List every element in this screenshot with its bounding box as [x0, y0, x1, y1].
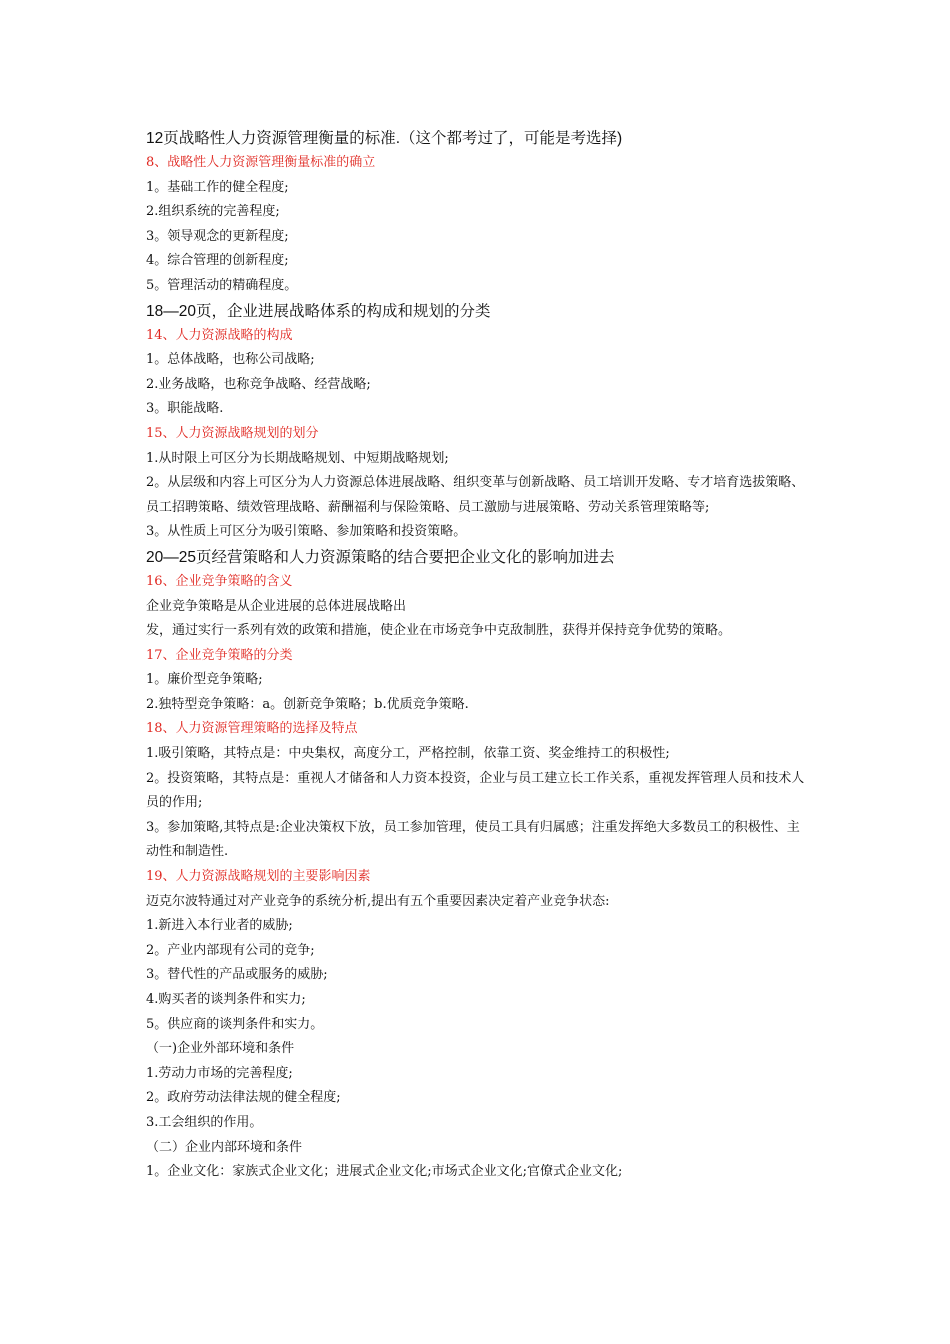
text-line: 5。管理活动的精确程度。 [146, 277, 298, 293]
red-heading: 14、人力资源战略的构成 [146, 327, 293, 343]
text-line: 2。政府劳动法律法规的健全程度; [146, 1090, 341, 1106]
text-line: 1.劳动力市场的完善程度; [146, 1065, 293, 1081]
text-paragraph: 2。投资策略，其特点是：重视人才储备和人力资本投资，企业与员工建立长工作关系，重视发挥管理人员和技术人员的作用; [146, 770, 805, 811]
text-paragraph: 2。从层级和内容上可区分为人力资源总体进展战略、组织变革与创新战略、员工培训开发略、专才培育选拔策略、员工招聘策略、绩效管理战略、薪酬福利与保险策略、员工激励与进展策略、劳动关系管理策略等; [146, 475, 805, 515]
text-line: 2.组织系统的完善程度; [146, 204, 280, 220]
text-line: 3。替代性的产品或服务的威胁; [146, 967, 328, 983]
section-heading: 18—20页，企业进展战略体系的构成和规划的分类 [146, 302, 491, 320]
red-heading: 18、人力资源管理策略的选择及特点 [146, 721, 358, 737]
text-line: 1.吸引策略，其特点是：中央集权，高度分工，严格控制，依靠工资、奖金维持工的积极性; [146, 746, 670, 762]
text-line: 1。廉价型竞争策略; [146, 672, 263, 688]
text-line: （二）企业内部环境和条件 [146, 1139, 303, 1155]
text-line: 发，通过实行一系列有效的政策和措施，使企业在市场竞争中克敌制胜，获得并保持竞争优势的策略。 [146, 623, 732, 639]
text-line: 1。企业文化：家族式企业文化；进展式企业文化;市场式企业文化;官僚式企业文化; [146, 1164, 623, 1180]
text-line: （一)企业外部环境和条件 [146, 1041, 295, 1057]
document-page [146, 126, 811, 1185]
section-heading: 20—25页经营策略和人力资源策略的结合要把企业文化的影响加进去 [146, 548, 615, 566]
text-line: 4。综合管理的创新程度; [146, 253, 289, 269]
text-line: 企业竞争策略是从企业进展的总体进展战略出 [146, 598, 407, 614]
text-line: 1。总体战略，也称公司战略; [146, 352, 315, 368]
section-heading: 12页战略性人力资源管理衡量的标准.（这个都考过了，可能是考选择) [146, 130, 623, 147]
text-line: 3。领导观念的更新程度; [146, 228, 289, 244]
text-line: 4.购买者的谈判条件和实力; [146, 992, 306, 1007]
text-line: 1.从时限上可区分为长期战略规划、中短期战略规划; [146, 450, 449, 466]
text-line: 迈克尔波特通过对产业竞争的系统分析,提出有五个重要因素决定着产业竞争状态: [146, 893, 610, 909]
text-line: 5。供应商的谈判条件和实力。 [146, 1016, 324, 1032]
text-line: 2。产业内部现有公司的竞争; [146, 942, 315, 958]
red-heading: 8、战略性人力资源管理衡量标准的确立 [146, 155, 376, 170]
text-line: 1。基础工作的健全程度; [146, 179, 289, 195]
text-line: 3。从性质上可区分为吸引策略、参加策略和投资策略。 [146, 524, 467, 540]
text-line: 2.业务战略，也称竞争战略、经营战略; [146, 376, 371, 392]
red-heading: 16、企业竞争策略的含义 [146, 573, 293, 589]
text-line: 3.工会组织的作用。 [146, 1114, 263, 1130]
red-heading: 15、人力资源战略规划的划分 [146, 425, 319, 441]
red-heading: 19、人力资源战略规划的主要影响因素 [146, 869, 371, 885]
text-paragraph: 3。参加策略,其特点是:企业决策权下放，员工参加管理，使员工具有归属感；注重发挥绝大多数员工的积极性、主动性和制造性. [146, 819, 800, 860]
text-line: 1.新进入本行业者的威胁; [146, 918, 293, 934]
text-line: 3。职能战略. [146, 401, 224, 417]
red-heading: 17、企业竞争策略的分类 [146, 647, 293, 663]
text-line: 2.独特型竞争策略：a。创新竞争策略；b.优质竞争策略. [146, 696, 469, 712]
